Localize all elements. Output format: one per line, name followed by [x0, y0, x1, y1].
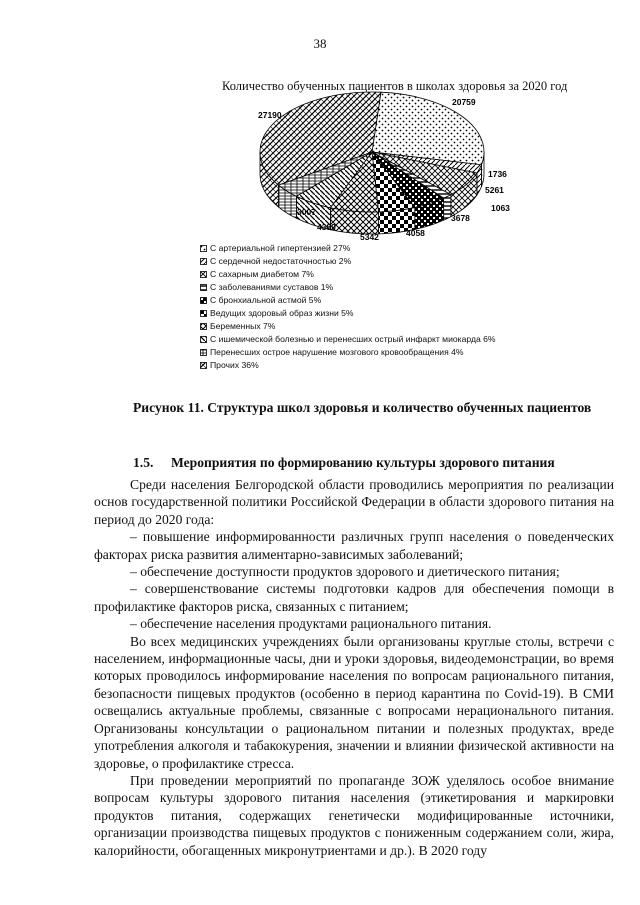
section-number: 1.5.: [133, 455, 154, 470]
data-label: 3007: [297, 207, 316, 217]
chart-title: Количество обученных пациентов в школах здоровья за 2020 год: [222, 79, 568, 93]
legend-label: С сердечной недостаточностью 2%: [210, 256, 352, 266]
section-title: Мероприятия по формированию культуры здорового питания: [171, 455, 555, 470]
legend-swatch: [200, 284, 207, 291]
legend-item: [200, 346, 496, 359]
legend-swatch: [200, 245, 207, 252]
legend-item: [200, 320, 496, 333]
legend-item: [200, 281, 496, 294]
paragraph: Среди населения Белгородской области проводились мероприятия по реализации основ государственной политики Российской Федерации в области здорового питания на период до 2020 года:: [94, 477, 614, 527]
legend-swatch: [200, 362, 207, 369]
legend-swatch: [200, 336, 207, 343]
legend-swatch: [200, 310, 207, 317]
legend-label: Беременных 7%: [210, 321, 276, 331]
paragraph: При проведении мероприятий по пропаганде ЗОЖ уделялось особое внимание вопросам культуры здорового питания населения (этикетирования и маркировки продуктов питания, содержащих генетически модифицированные источники, организации производства пищевых продуктов с пониженным содержанием соли, жира, калорийности, обогащенных микронутриентами и др.). В 2020 году: [94, 772, 614, 858]
data-label: 5342: [360, 232, 379, 242]
pie-slice-side: [444, 195, 451, 221]
data-label: 1063: [491, 203, 510, 213]
legend-swatch: [200, 297, 207, 304]
legend-label: Ведущих здоровый образ жизни 5%: [210, 308, 354, 318]
list-item: – обеспечение населения продуктами рационального питания.: [130, 616, 492, 632]
legend-item: [200, 268, 496, 281]
legend-label: С артериальной гипертензией 27%: [210, 243, 351, 253]
page-number: 38: [313, 36, 327, 51]
legend-swatch: [200, 349, 207, 356]
data-label: 4058: [406, 228, 425, 238]
legend-swatch: [200, 271, 207, 278]
legend-label: С заболеваниями суставов 1%: [210, 282, 334, 292]
data-label: 1736: [488, 169, 507, 179]
legend-label: С сахарным диабетом 7%: [210, 269, 314, 279]
legend-label: Прочих 36%: [210, 360, 259, 370]
legend-item: [200, 333, 496, 346]
legend-label: Перенесших острое нарушение мозгового кровообращения 4%: [210, 347, 464, 357]
data-label: 20759: [452, 97, 476, 107]
list-item: – обеспечение доступности продуктов здорового и диетического питания;: [130, 564, 560, 580]
legend-label: С бронхиальной астмой 5%: [210, 295, 322, 305]
legend-item: [200, 307, 496, 320]
chart-legend: [200, 242, 496, 372]
body-text: [94, 476, 614, 859]
paragraph: Во всех медицинских учреждениях были организованы круглые столы, встречи с населением, информационные часы, дни и уроки здоровья, видеодемонстрации, во время которых проводилось информирование населения по вопросам рационального питания, безопасности пищевых продуктов (особенно в период карантина по Covid-19). В СМИ освещались актуальные проблемы, связанные с вопросами нерационального питания. Организованы консультации о рациональном питании и полезных продуктах, вреде употребления алкоголя и табакокурения, значении и влиянии физической активности на здоровье, о профилактике стресса.: [94, 633, 614, 771]
list-item: – совершенствование системы подготовки кадров для обеспечения помощи в профилактике факторов риска, связанных с питанием;: [94, 581, 614, 614]
section-heading: [133, 455, 555, 471]
legend-item: [200, 255, 496, 268]
figure-caption: Рисунок 11. Структура школ здоровья и количество обученных пациентов: [133, 400, 592, 415]
list-item: – повышение информированности различных групп населения о поведенческих факторах риска развития алиментарно-зависимых заболеваний;: [94, 529, 614, 562]
data-label: 5261: [485, 185, 504, 195]
legend-item: [200, 242, 496, 255]
legend-label: С ишемической болезнью и перенесших острый инфаркт миокарда 6%: [210, 334, 496, 344]
legend-item: [200, 294, 496, 307]
data-label: 3678: [451, 213, 470, 223]
data-label: 4389: [317, 222, 336, 232]
legend-swatch: [200, 258, 207, 265]
legend-swatch: [200, 323, 207, 330]
legend-item: [200, 359, 496, 372]
data-label: 27190: [258, 110, 282, 120]
